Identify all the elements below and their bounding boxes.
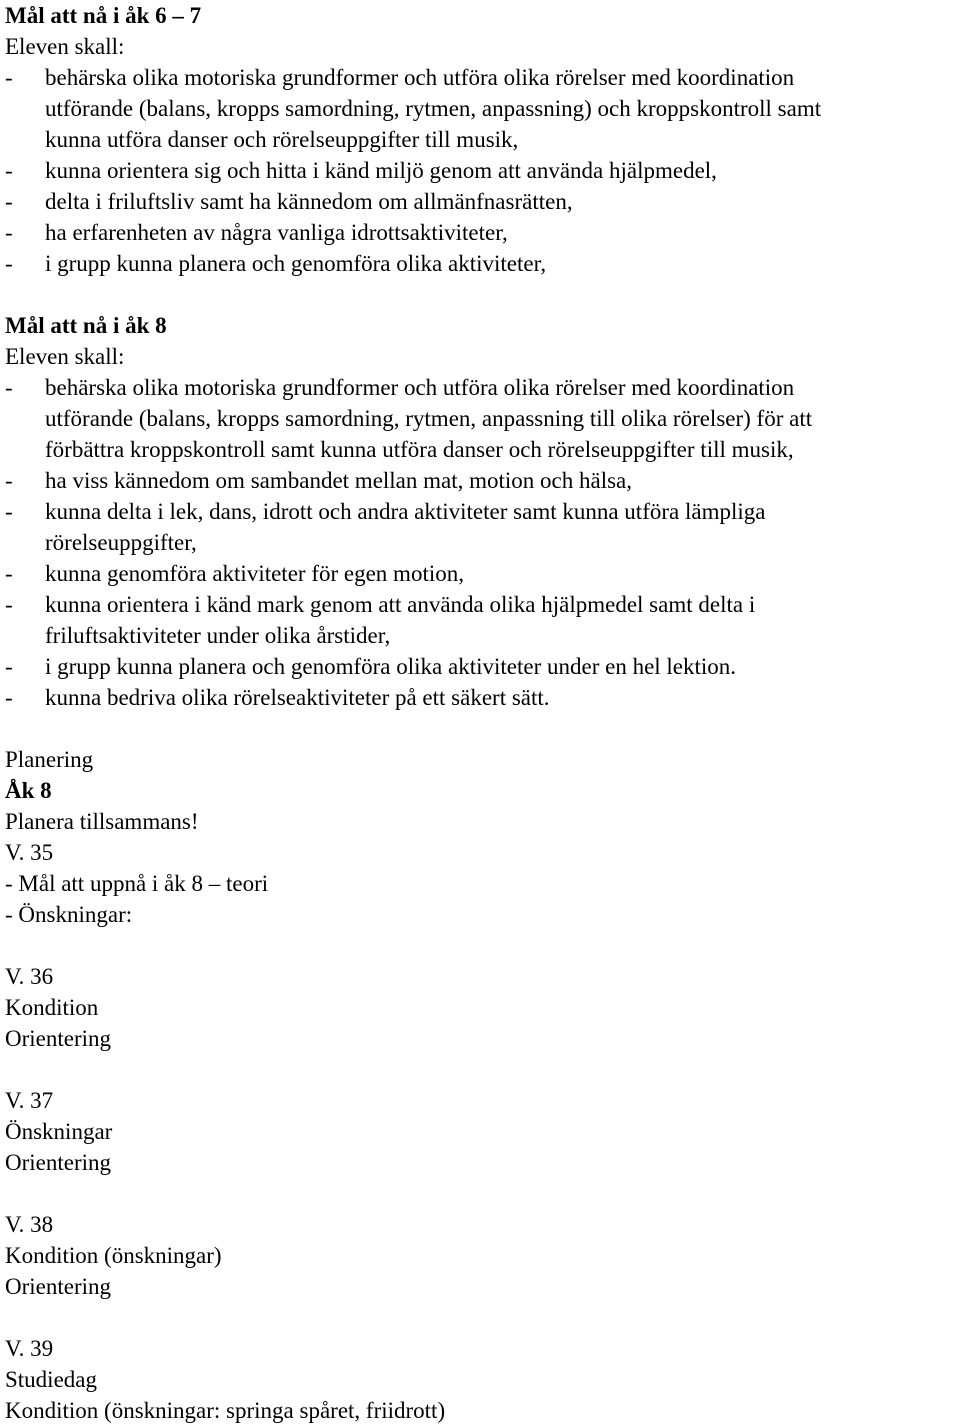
week-label: V. 38 xyxy=(5,1212,54,1237)
list-item-line: delta i friluftsliv samt ha kännedom om allmänfnasrätten, xyxy=(45,189,573,214)
list-item xyxy=(5,465,960,496)
list-item-line: ha erfarenheten av några vanliga idrottsaktiviteter, xyxy=(45,220,508,245)
list-bullet: - xyxy=(5,375,13,400)
spacer xyxy=(5,1302,960,1333)
list-item-line: kunna orientera sig och hitta i känd miljö genom att använda hjälpmedel, xyxy=(45,158,717,183)
list-item-line: i grupp kunna planera och genomföra olika aktiviteter under en hel lektion. xyxy=(45,654,737,679)
week-block xyxy=(5,837,960,961)
list-item xyxy=(5,496,960,558)
list-item-line: utförande (balans, kropps samordning, rytmen, anpassning till olika rörelser) för att xyxy=(45,406,813,431)
spacer xyxy=(5,1054,960,1085)
week-label: V. 35 xyxy=(5,840,54,865)
spacer xyxy=(5,279,960,310)
list-item xyxy=(5,248,960,279)
week-label: V. 39 xyxy=(5,1336,54,1361)
list-bullet: - xyxy=(5,251,13,276)
list-item-line: behärska olika motoriska grundformer och utföra olika rörelser med koordination xyxy=(45,65,795,90)
list-bullet: - xyxy=(5,189,13,214)
list-item xyxy=(5,155,960,186)
list-item xyxy=(5,217,960,248)
week-block xyxy=(5,1209,960,1333)
week-activity: Studiedag xyxy=(5,1367,97,1392)
list-item-line: kunna bedriva olika rörelseaktiviteter på ett säkert sätt. xyxy=(45,685,550,710)
section2-title: Mål att nå i åk 8 xyxy=(5,313,167,338)
week-activity: Orientering xyxy=(5,1026,112,1051)
list-item xyxy=(5,186,960,217)
planning-heading: Planering xyxy=(5,747,94,772)
week-activity: - Önskningar: xyxy=(5,902,133,927)
list-item xyxy=(5,62,960,155)
spacer xyxy=(5,930,960,961)
list-bullet: - xyxy=(5,592,13,617)
list-item-line: kunna delta i lek, dans, idrott och andra aktiviteter samt kunna utföra lämpliga xyxy=(45,499,766,524)
section1-list xyxy=(5,62,960,279)
list-item xyxy=(5,651,960,682)
week-label: V. 36 xyxy=(5,964,54,989)
section2-list xyxy=(5,372,960,713)
list-item-line: utförande (balans, kropps samordning, rytmen, anpassning) och kroppskontroll samt xyxy=(45,96,822,121)
list-item-line: kunna utföra danser och rörelseuppgifter till musik, xyxy=(45,127,519,152)
list-item-line: kunna orientera i känd mark genom att använda olika hjälpmedel samt delta i xyxy=(45,592,756,617)
week-activity: Kondition xyxy=(5,995,99,1020)
list-item xyxy=(5,589,960,651)
list-bullet: - xyxy=(5,220,13,245)
list-item xyxy=(5,558,960,589)
week-label: V. 37 xyxy=(5,1088,54,1113)
planning-weeks xyxy=(5,837,960,1426)
list-bullet: - xyxy=(5,654,13,679)
list-item-line: behärska olika motoriska grundformer och utföra olika rörelser med koordination xyxy=(45,375,795,400)
week-activity: Kondition (önskningar: springa spåret, friidrott) xyxy=(5,1398,446,1423)
list-item-line: ha viss kännedom om sambandet mellan mat, motion och hälsa, xyxy=(45,468,633,493)
list-bullet: - xyxy=(5,468,13,493)
list-bullet: - xyxy=(5,499,13,524)
week-activity: Kondition (önskningar) xyxy=(5,1243,222,1268)
section1-intro: Eleven skall: xyxy=(5,34,125,59)
list-item xyxy=(5,372,960,465)
week-block xyxy=(5,1085,960,1209)
planning-grade: Åk 8 xyxy=(5,778,52,803)
list-item-line: kunna genomföra aktiviteter för egen motion, xyxy=(45,561,464,586)
list-item-line: rörelseuppgifter, xyxy=(45,530,197,555)
week-block xyxy=(5,1333,960,1426)
week-activity: Orientering xyxy=(5,1274,112,1299)
list-bullet: - xyxy=(5,561,13,586)
week-activity: - Mål att uppnå i åk 8 – teori xyxy=(5,871,269,896)
section2-intro: Eleven skall: xyxy=(5,344,125,369)
week-activity: Önskningar xyxy=(5,1119,113,1144)
list-bullet: - xyxy=(5,65,13,90)
list-item-line: förbättra kroppskontroll samt kunna utföra danser och rörelseuppgifter till musik, xyxy=(45,437,794,462)
spacer xyxy=(5,1178,960,1209)
week-activity: Orientering xyxy=(5,1150,112,1175)
list-item xyxy=(5,682,960,713)
list-item-line: friluftsaktiviteter under olika årstider, xyxy=(45,623,391,648)
planning-note: Planera tillsammans! xyxy=(5,809,199,834)
list-bullet: - xyxy=(5,685,13,710)
spacer xyxy=(5,713,960,744)
list-item-line: i grupp kunna planera och genomföra olika aktiviteter, xyxy=(45,251,547,276)
section1-title: Mål att nå i åk 6 – 7 xyxy=(5,3,202,28)
week-block xyxy=(5,961,960,1085)
list-bullet: - xyxy=(5,158,13,183)
